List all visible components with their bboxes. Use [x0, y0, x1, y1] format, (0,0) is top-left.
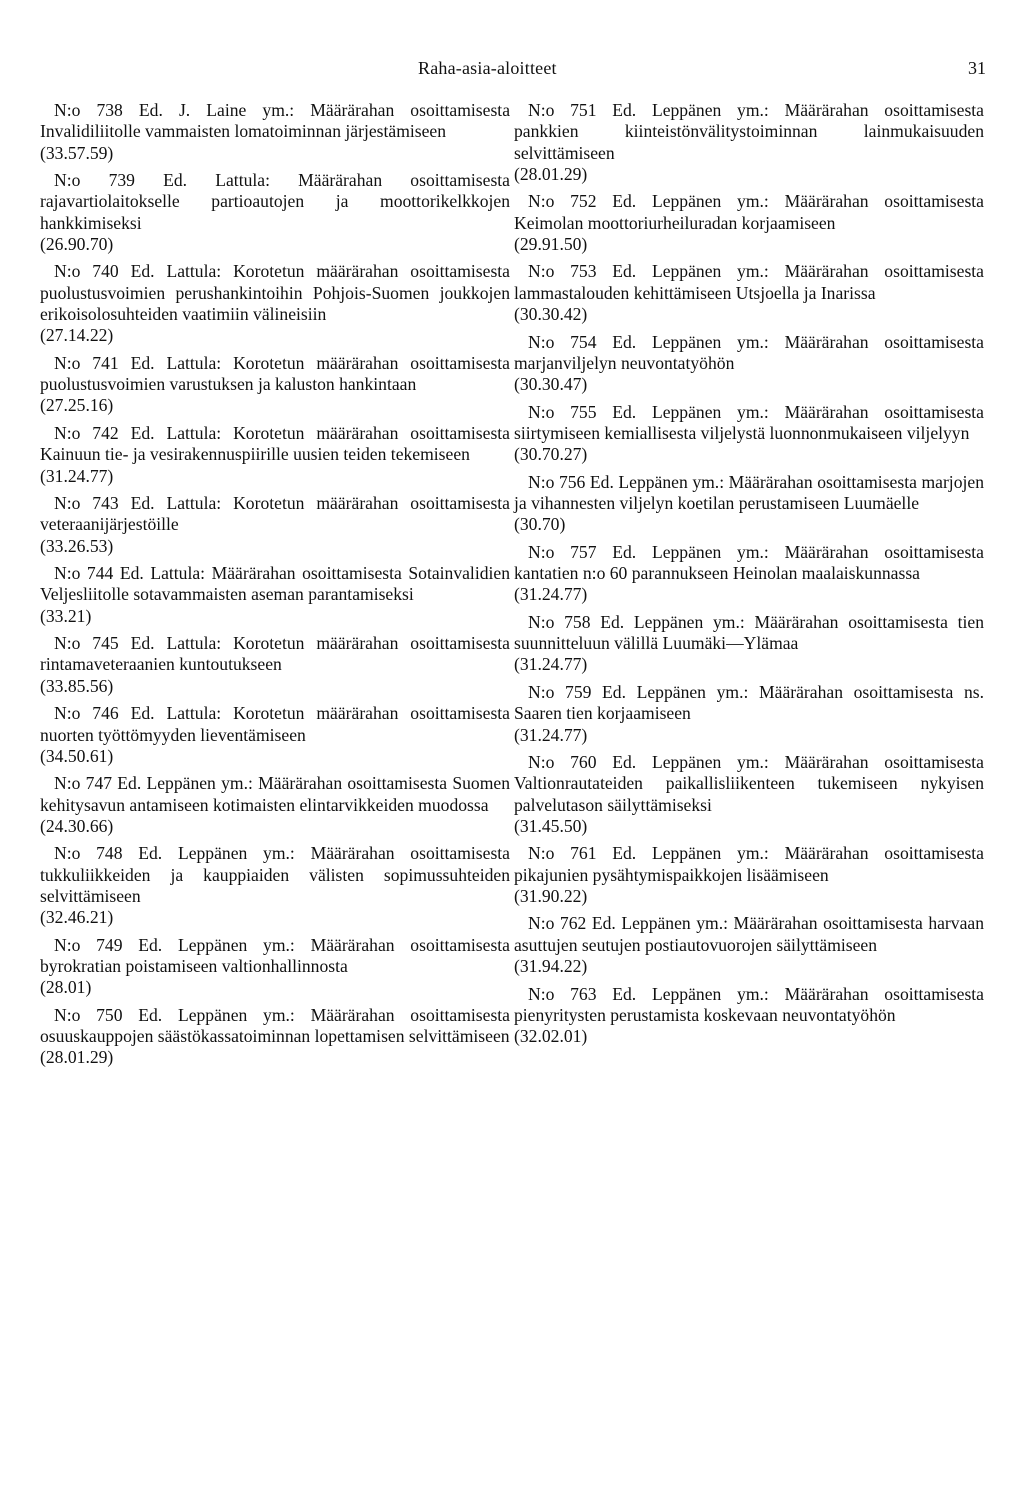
- motion-entry: [514, 542, 984, 606]
- budget-item-code: (27.25.16): [40, 395, 114, 416]
- motion-description: N:o 761 Ed. Leppänen ym.: Määrärahan osoittamisesta pikajunien pysähtymispaikkojen lisäämiseen: [514, 843, 984, 885]
- motion-description: N:o 760 Ed. Leppänen ym.: Määrärahan osoittamisesta Valtionrautateiden paikallisliikenteen tukemiseen nykyisen palvelutason säilyttämiseksi: [514, 752, 984, 815]
- motion-description: N:o 759 Ed. Leppänen ym.: Määrärahan osoittamisesta ns. Saaren tien korjaamiseen: [514, 681, 984, 724]
- motion-entry: [40, 261, 510, 346]
- budget-item-code: (28.01.29): [40, 1047, 114, 1068]
- motion-entry: [514, 332, 984, 396]
- motion-entry: [40, 100, 510, 164]
- budget-item-code: (32.02.01): [514, 1026, 588, 1047]
- budget-item-code: (28.01.29): [514, 163, 588, 184]
- motion-entry: [514, 984, 984, 1048]
- running-title: Raha-asia-aloitteet: [418, 58, 557, 78]
- budget-item-code: (28.01): [40, 977, 92, 998]
- motion-entry: [514, 913, 984, 977]
- motion-description: N:o 738 Ed. J. Laine ym.: Määrärahan osoittamisesta Invalidiliitolle vammaisten lomatoiminnan järjestämiseen: [40, 100, 510, 142]
- motion-entry: [40, 633, 510, 697]
- motion-entry: [514, 752, 984, 837]
- motion-description: N:o 745 Ed. Lattula: Korotetun määrärahan osoittamisesta rintamaveteraanien kuntoutukseen: [40, 633, 510, 675]
- motion-entry: [514, 612, 984, 676]
- motion-description: N:o 754 Ed. Leppänen ym.: Määrärahan osoittamisesta marjanviljelyn neuvontatyöhön: [514, 331, 984, 373]
- motion-description: N:o 742 Ed. Lattula: Korotetun määrärahan osoittamisesta Kainuun tie- ja vesirakennuspiirille uusien teiden tekemiseen: [40, 422, 510, 465]
- motion-description: N:o 752 Ed. Leppänen ym.: Määrärahan osoittamisesta Keimolan moottoriurheiluradan korjaamiseen: [514, 191, 984, 233]
- motion-entry: [40, 423, 510, 487]
- motion-entry: [514, 472, 984, 536]
- motion-description: N:o 741 Ed. Lattula: Korotetun määrärahan osoittamisesta puolustusvoimien varustuksen ja kaluston hankintaan: [40, 352, 510, 395]
- budget-item-code: (34.50.61): [40, 745, 114, 766]
- motion-entry: [514, 682, 984, 746]
- budget-item-code: (31.24.77): [514, 584, 588, 605]
- motion-entry: [40, 935, 510, 999]
- budget-item-code: (30.30.47): [514, 374, 588, 395]
- motion-description: N:o 746 Ed. Lattula: Korotetun määrärahan osoittamisesta nuorten työttömyyden lieventämiseen: [40, 703, 510, 745]
- motion-description: N:o 762 Ed. Leppänen ym.: Määrärahan osoittamisesta harvaan asuttujen seutujen postiautovuorojen säilyttämiseen: [514, 913, 984, 955]
- budget-item-code: (29.91.50): [514, 233, 588, 254]
- budget-item-code: (31.24.77): [514, 654, 588, 675]
- motion-entry: [40, 170, 510, 255]
- motion-entry: [40, 493, 510, 557]
- budget-item-code: (32.46.21): [40, 907, 114, 928]
- motion-description: N:o 743 Ed. Lattula: Korotetun määrärahan osoittamisesta veteraanijärjestöille: [40, 492, 510, 535]
- budget-item-code: (31.90.22): [514, 885, 588, 906]
- budget-item-code: (31.45.50): [514, 815, 588, 836]
- motion-description: N:o 740 Ed. Lattula: Korotetun määrärahan osoittamisesta puolustusvoimien perushankintoihin Pohjois-Suomen joukkojen erikoisolosuhteiden vaatimiin välineisiin: [40, 261, 510, 325]
- budget-item-code: (31.94.22): [514, 956, 588, 977]
- budget-item-code: (33.85.56): [40, 675, 114, 696]
- budget-item-code: (33.57.59): [40, 142, 114, 163]
- motion-entry: [514, 261, 984, 325]
- motion-description: N:o 753 Ed. Leppänen ym.: Määrärahan osoittamisesta lammastalouden kehittämiseen Utsjoella ja Inarissa: [514, 261, 984, 303]
- budget-item-code: (30.70.27): [514, 444, 588, 465]
- page-number: 31: [968, 58, 986, 78]
- motion-entry: [40, 1005, 510, 1069]
- motion-description: N:o 757 Ed. Leppänen ym.: Määrärahan osoittamisesta kantatien n:o 60 parannukseen Heinolan maalaiskunnassa: [514, 541, 984, 584]
- motion-entry: [40, 353, 510, 417]
- motion-description: N:o 739 Ed. Lattula: Määrärahan osoittamisesta rajavartiolaitokselle partioautojen ja moottorikelkkojen hankkimiseksi: [40, 170, 510, 233]
- motion-entry: [40, 703, 510, 767]
- budget-item-code: (31.24.77): [514, 724, 588, 745]
- motion-entry: [514, 402, 984, 466]
- motion-description: N:o 750 Ed. Leppänen ym.: Määrärahan osoittamisesta osuuskauppojen säästökassatoiminnan lopettamisen selvittämiseen: [40, 1004, 510, 1047]
- motion-description: N:o 758 Ed. Leppänen ym.: Määrärahan osoittamisesta tien suunnitteluun välillä Luumäki—Ylämaa: [514, 611, 984, 654]
- budget-item-code: (30.70): [514, 514, 566, 535]
- motion-description: N:o 756 Ed. Leppänen ym.: Määrärahan osoittamisesta marjojen ja vihannesten viljelyn koetilan perustamiseen Luumäelle: [514, 471, 984, 513]
- budget-item-code: (33.21): [40, 605, 92, 626]
- budget-item-code: (26.90.70): [40, 233, 114, 254]
- budget-item-code: (24.30.66): [40, 815, 114, 836]
- motion-description: N:o 748 Ed. Leppänen ym.: Määrärahan osoittamisesta tukkuliikkeiden ja kauppiaiden välisten sopimussuhteiden selvittämiseen: [40, 843, 510, 906]
- motion-description: N:o 747 Ed. Leppänen ym.: Määrärahan osoittamisesta Suomen kehitysavun antamiseen kotimaisten elintarvikkeiden muodossa: [40, 773, 510, 815]
- budget-item-code: (27.14.22): [40, 325, 114, 346]
- right-column: [514, 100, 984, 1054]
- budget-item-code: (30.30.42): [514, 304, 588, 325]
- motion-entry: [40, 563, 510, 627]
- motion-description: N:o 744 Ed. Lattula: Määrärahan osoittamisesta Sotainvalidien Veljesliitolle sotavammaisten aseman parantamiseksi: [40, 563, 510, 605]
- motion-entry: [40, 773, 510, 837]
- motion-description: N:o 751 Ed. Leppänen ym.: Määrärahan osoittamisesta pankkien kiinteistönvälitystoiminnan lainmukaisuuden selvittämiseen: [514, 100, 984, 163]
- motion-entry: [514, 843, 984, 907]
- motion-description: N:o 755 Ed. Leppänen ym.: Määrärahan osoittamisesta siirtymiseen kemiallisesta viljelystä luonnonmukaiseen viljelyyn: [514, 401, 984, 443]
- page-header: [0, 58, 1024, 82]
- budget-item-code: (33.26.53): [40, 535, 114, 556]
- motion-description: N:o 749 Ed. Leppänen ym.: Määrärahan osoittamisesta byrokratian poistamiseen valtionhallinnosta: [40, 934, 510, 977]
- motion-entry: [514, 100, 984, 185]
- motion-entry: [40, 843, 510, 928]
- motion-entry: [514, 191, 984, 255]
- left-column: [40, 100, 510, 1075]
- motion-description: N:o 763 Ed. Leppänen ym.: Määrärahan osoittamisesta pienyritysten perustamista koskevaan neuvontatyöhön: [514, 983, 984, 1025]
- budget-item-code: (31.24.77): [40, 465, 114, 486]
